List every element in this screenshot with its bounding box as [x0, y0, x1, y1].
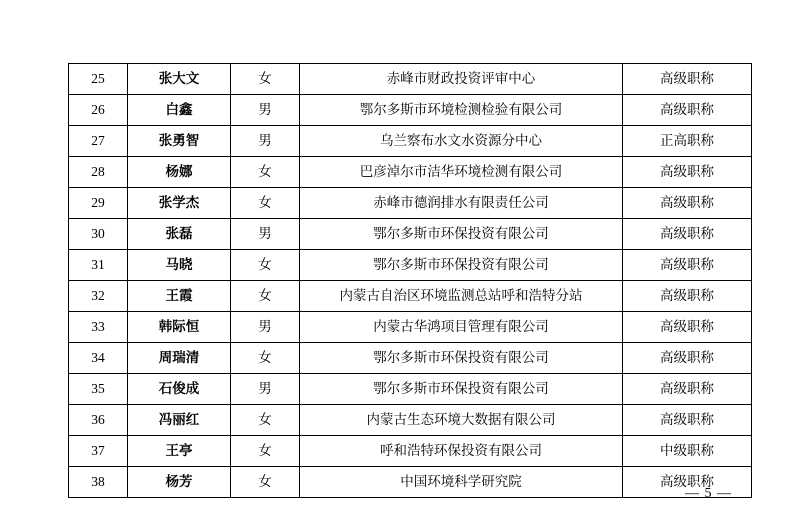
table-row: [69, 188, 752, 219]
cell-unit: 内蒙古华鸿项目管理有限公司: [300, 312, 623, 343]
cell-unit: 鄂尔多斯市环保投资有限公司: [300, 250, 623, 281]
cell-title: 高级职称: [623, 188, 752, 219]
cell-index: 35: [69, 374, 128, 405]
cell-title: 中级职称: [623, 436, 752, 467]
cell-sex: 女: [231, 188, 300, 219]
cell-sex: 女: [231, 281, 300, 312]
cell-sex: 男: [231, 312, 300, 343]
cell-sex: 女: [231, 157, 300, 188]
table-row: [69, 343, 752, 374]
cell-title: 正高职称: [623, 126, 752, 157]
cell-name: 冯丽红: [128, 405, 231, 436]
table-row: [69, 436, 752, 467]
cell-title: 高级职称: [623, 250, 752, 281]
cell-sex: 女: [231, 405, 300, 436]
cell-sex: 女: [231, 343, 300, 374]
cell-index: 28: [69, 157, 128, 188]
cell-unit: 鄂尔多斯市环保投资有限公司: [300, 343, 623, 374]
cell-title: 高级职称: [623, 64, 752, 95]
table-row: [69, 95, 752, 126]
table-row: [69, 64, 752, 95]
cell-name: 石俊成: [128, 374, 231, 405]
table-row: [69, 405, 752, 436]
cell-name: 周瑞清: [128, 343, 231, 374]
cell-title: 高级职称: [623, 281, 752, 312]
cell-unit: 内蒙古自治区环境监测总站呼和浩特分站: [300, 281, 623, 312]
table-row: [69, 219, 752, 250]
cell-name: 张勇智: [128, 126, 231, 157]
cell-name: 王霞: [128, 281, 231, 312]
cell-name: 马晓: [128, 250, 231, 281]
cell-index: 26: [69, 95, 128, 126]
cell-sex: 女: [231, 250, 300, 281]
cell-title: 高级职称: [623, 343, 752, 374]
table-row: [69, 281, 752, 312]
cell-sex: 男: [231, 219, 300, 250]
cell-index: 33: [69, 312, 128, 343]
cell-sex: 男: [231, 374, 300, 405]
cell-name: 韩际恒: [128, 312, 231, 343]
cell-name: 张大文: [128, 64, 231, 95]
cell-name: 杨娜: [128, 157, 231, 188]
cell-unit: 鄂尔多斯市环保投资有限公司: [300, 219, 623, 250]
cell-index: 27: [69, 126, 128, 157]
cell-sex: 女: [231, 64, 300, 95]
cell-title: 高级职称: [623, 219, 752, 250]
cell-index: 37: [69, 436, 128, 467]
cell-name: 王亭: [128, 436, 231, 467]
roster-table-container: [68, 63, 726, 498]
table-row: [69, 126, 752, 157]
cell-name: 张磊: [128, 219, 231, 250]
table-row: [69, 250, 752, 281]
cell-unit: 乌兰察布水文水资源分中心: [300, 126, 623, 157]
cell-index: 32: [69, 281, 128, 312]
cell-title: 高级职称: [623, 467, 752, 498]
cell-unit: 赤峰市德润排水有限责任公司: [300, 188, 623, 219]
cell-unit: 巴彦淖尔市洁华环境检测有限公司: [300, 157, 623, 188]
cell-sex: 女: [231, 467, 300, 498]
table-row: [69, 467, 752, 498]
cell-title: 高级职称: [623, 157, 752, 188]
cell-title: 高级职称: [623, 312, 752, 343]
cell-sex: 男: [231, 126, 300, 157]
cell-sex: 女: [231, 436, 300, 467]
cell-sex: 男: [231, 95, 300, 126]
cell-name: 杨芳: [128, 467, 231, 498]
cell-index: 29: [69, 188, 128, 219]
cell-index: 30: [69, 219, 128, 250]
cell-unit: 鄂尔多斯市环境检测检验有限公司: [300, 95, 623, 126]
cell-index: 38: [69, 467, 128, 498]
cell-unit: 赤峰市财政投资评审中心: [300, 64, 623, 95]
cell-index: 25: [69, 64, 128, 95]
cell-title: 高级职称: [623, 95, 752, 126]
cell-name: 白鑫: [128, 95, 231, 126]
cell-title: 高级职称: [623, 405, 752, 436]
cell-unit: 呼和浩特环保投资有限公司: [300, 436, 623, 467]
cell-index: 34: [69, 343, 128, 374]
roster-table: [68, 63, 752, 498]
table-row: [69, 374, 752, 405]
cell-title: 高级职称: [623, 374, 752, 405]
cell-unit: 内蒙古生态环境大数据有限公司: [300, 405, 623, 436]
table-row: [69, 157, 752, 188]
page-number: — 5 —: [685, 486, 732, 501]
table-row: [69, 312, 752, 343]
cell-index: 31: [69, 250, 128, 281]
cell-name: 张学杰: [128, 188, 231, 219]
cell-index: 36: [69, 405, 128, 436]
cell-unit: 中国环境科学研究院: [300, 467, 623, 498]
roster-table-body: [69, 64, 752, 498]
cell-unit: 鄂尔多斯市环保投资有限公司: [300, 374, 623, 405]
